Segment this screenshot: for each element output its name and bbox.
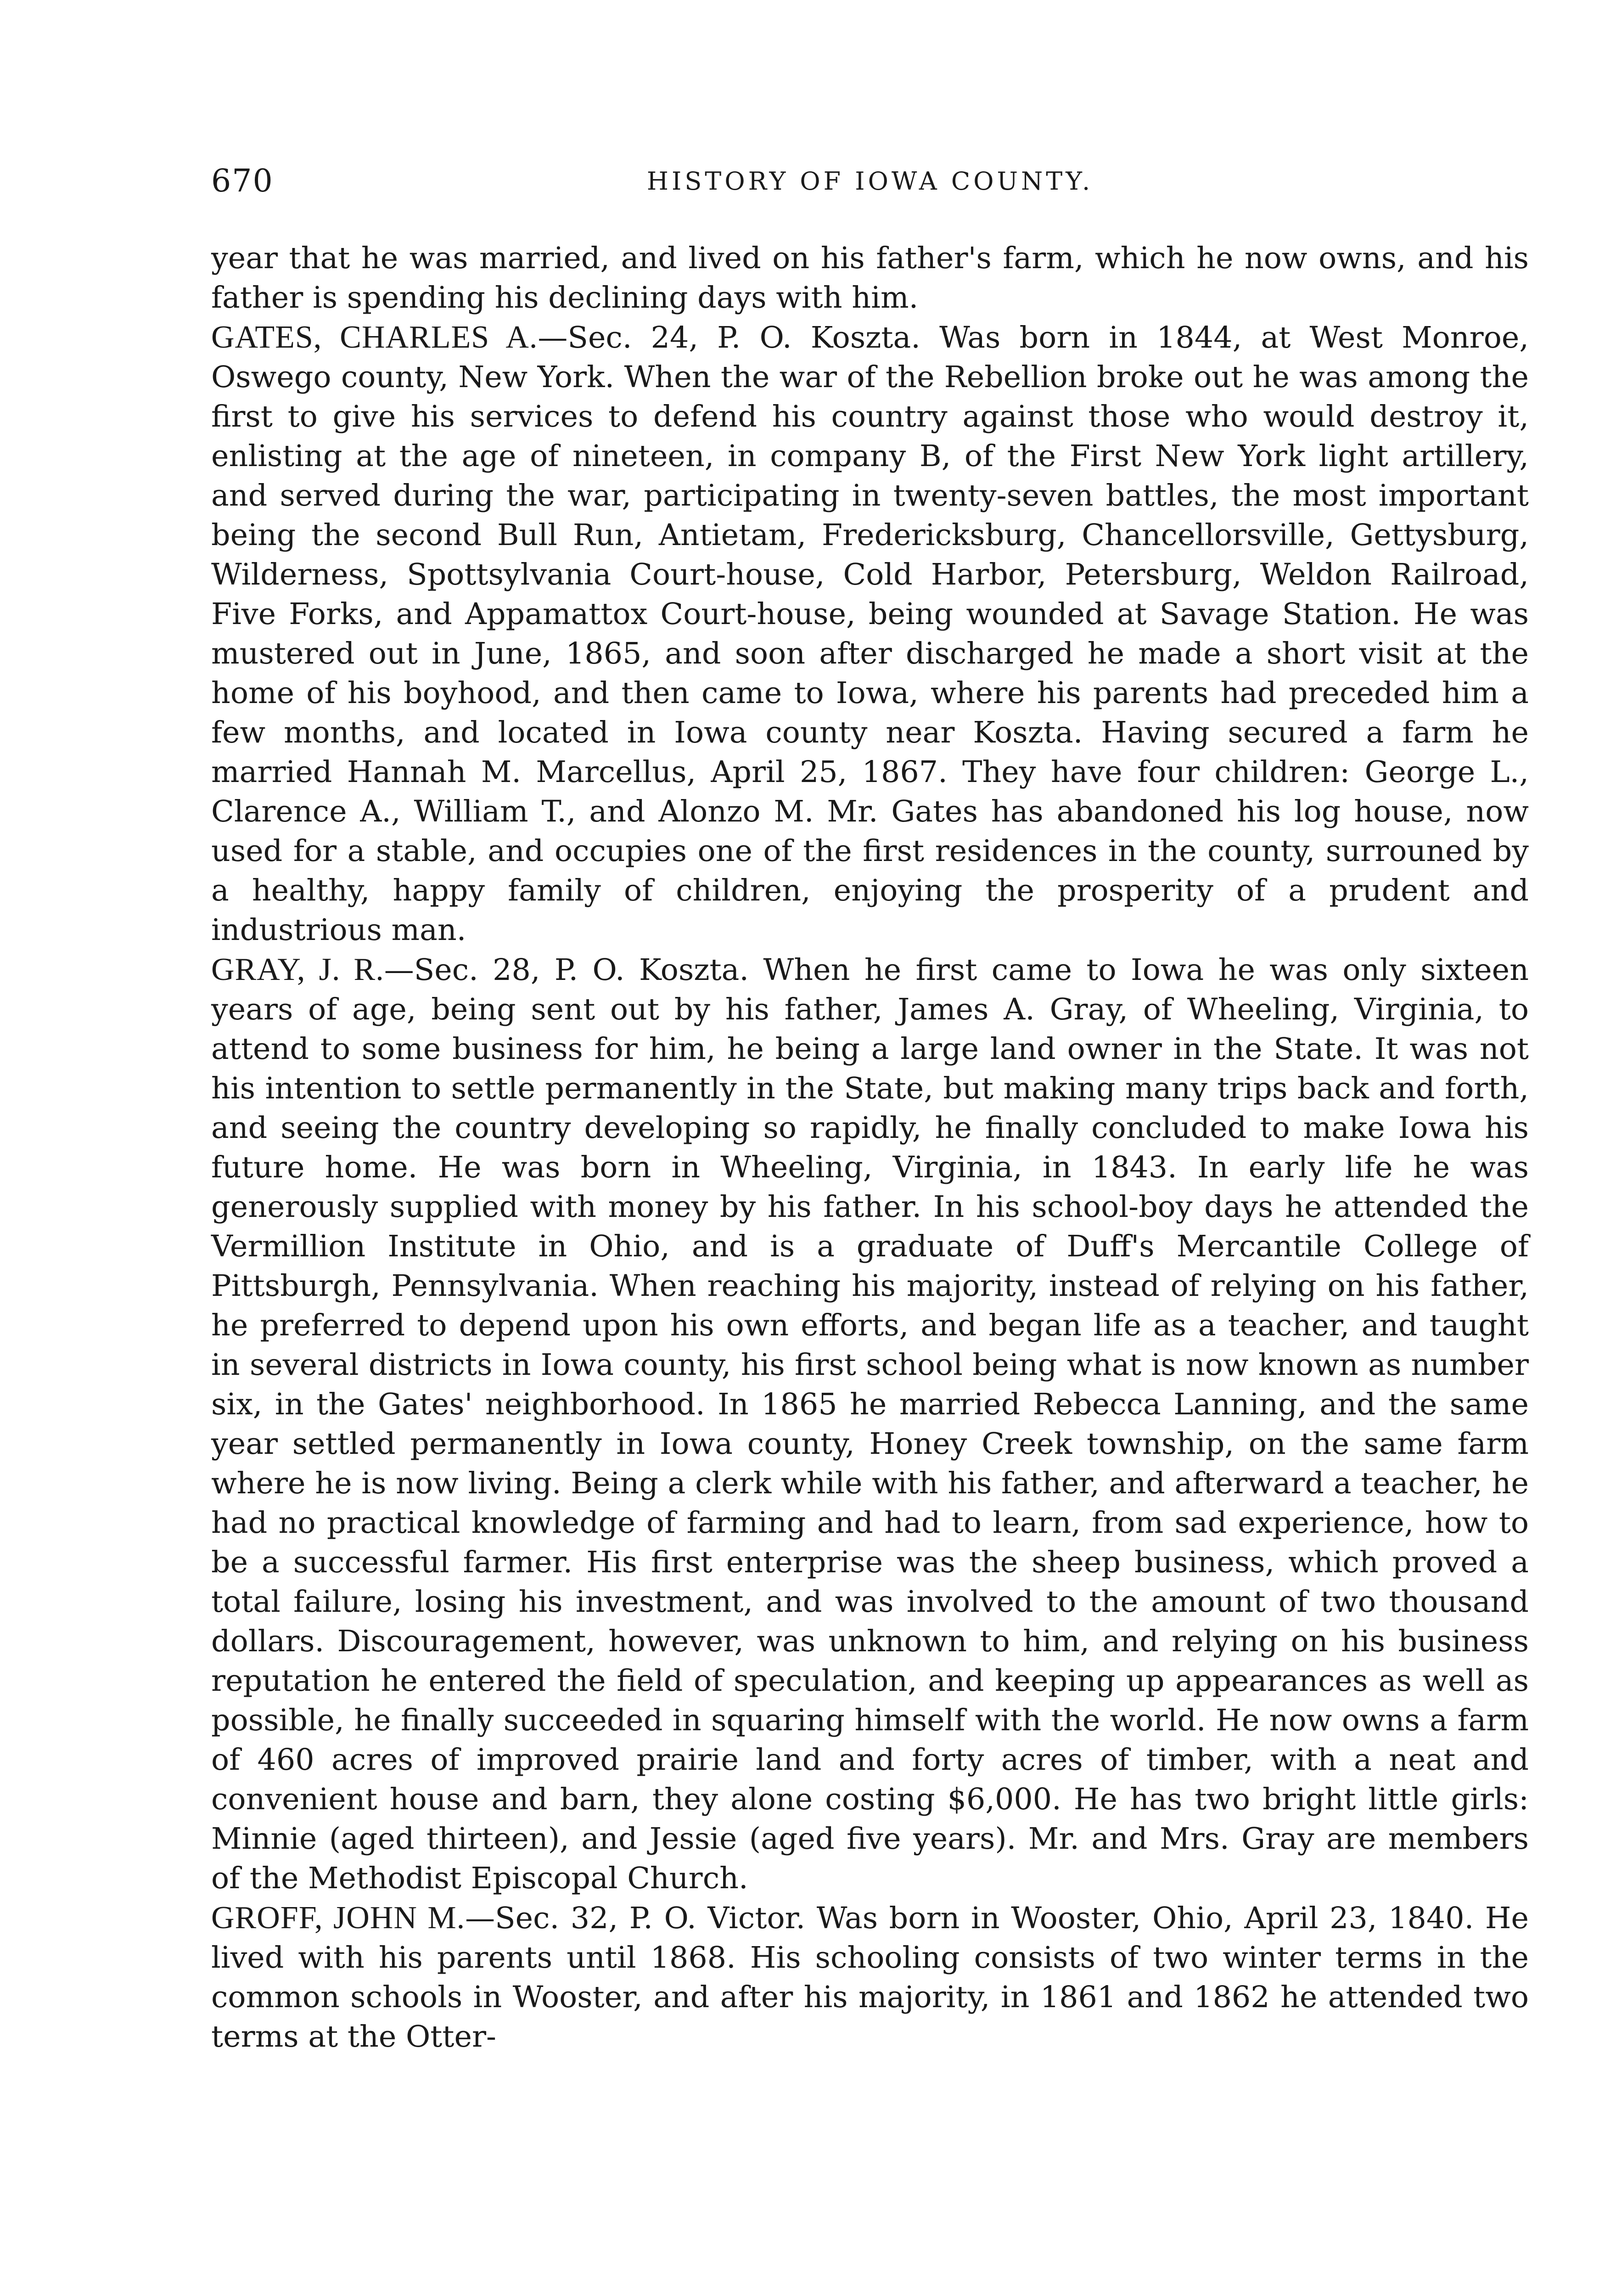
entry-gray-jr [211, 950, 1529, 1898]
entry-groff-john [211, 1898, 1529, 2057]
entry-name: GATES, CHARLES A. [211, 320, 538, 355]
running-head [211, 161, 1529, 202]
paragraph-text: —Sec. 32, P. O. Victor. Was born in Wooster, Ohio, April 23, 1840. He lived with his parents until 1868. His schooling consists of two winter terms in the common schools in Wooster, and after his majority, in 1861 and 1862 he attended two terms at the Otter- [211, 1901, 1529, 2054]
paragraph-text: year that he was married, and lived on his father's farm, which he now owns, and his father is spending his declining days with him. [211, 241, 1529, 315]
page-number: 670 [211, 163, 274, 199]
entry-gates-charles [211, 318, 1529, 950]
entry-name: GROFF, JOHN M. [211, 1900, 466, 1936]
body-text [211, 239, 1529, 2057]
paragraph-continuation [211, 239, 1529, 318]
paragraph-text: —Sec. 24, P. O. Koszta. Was born in 1844, at West Monroe, Oswego county, New York. When the war of the Rebellion broke out he was among the first to give his services to defend his country against those who would destroy it, enlisting at the age of nineteen, in company B, of the First New York light artillery, and served during the war, participating in twenty-seven battles, the most important being the second Bull Run, Antietam, Fredericksburg, Chancellorsville, Gettysburg, Wilderness, Spottsylvania Court-house, Cold Harbor, Petersburg, Weldon Railroad, Five Forks, and Appamattox Court-house, being wounded at Savage Station. He was mustered out in June, 1865, and soon after discharged he made a short visit at the home of his boyhood, and then came to Iowa, where his parents had preceded him a few months, and located in Iowa county near Koszta. Having secured a farm he married Hannah M. Marcellus, April 25, 1867. They have four children: George L., Clarence A., William T., and Alonzo M. Mr. Gates has abandoned his log house, now used for a stable, and occupies one of the first residences in the county, surrouned by a healthy, happy family of children, enjoying the prosperity of a prudent and industrious man. [211, 321, 1529, 947]
paragraph-text: —Sec. 28, P. O. Koszta. When he first came to Iowa he was only sixteen years of age, being sent out by his father, James A. Gray, of Wheeling, Virginia, to attend to some business for him, he being a large land owner in the State. It was not his intention to settle permanently in the State, but making many trips back and forth, and seeing the country developing so rapidly, he finally concluded to make Iowa his future home. He was born in Wheeling, Virginia, in 1843. In early life he was generously supplied with money by his father. In his school-boy days he attended the Vermillion Institute in Ohio, and is a graduate of Duff's Mercantile College of Pittsburgh, Pennsylvania. When reaching his majority, instead of relying on his father, he preferred to depend upon his own efforts, and began life as a teacher, and taught in several districts in Iowa county, his first school being what is now known as number six, in the Gates' neighborhood. In 1865 he married Rebecca Lanning, and the same year settled permanently in Iowa county, Honey Creek township, on the same farm where he is now living. Being a clerk while with his father, and afterward a teacher, he had no practical knowledge of farming and had to learn, from sad experience, how to be a successful farmer. His first enterprise was the sheep business, which proved a total failure, losing his investment, and was involved to the amount of two thousand dollars. Discouragement, however, was unknown to him, and relying on his business reputation he entered the field of speculation, and keeping up appearances as well as possible, he finally succeeded in squaring himself with the world. He now owns a farm of 460 acres of improved prairie land and forty acres of timber, with a neat and convenient house and barn, they alone costing $6,000. He has two bright little girls: Minnie (aged thirteen), and Jessie (aged five years). Mr. and Mrs. Gray are members of the Methodist Episcopal Church. [211, 953, 1529, 1896]
running-title: HISTORY OF IOWA COUNTY. [646, 167, 1094, 196]
entry-name: GRAY, J. R. [211, 952, 384, 987]
